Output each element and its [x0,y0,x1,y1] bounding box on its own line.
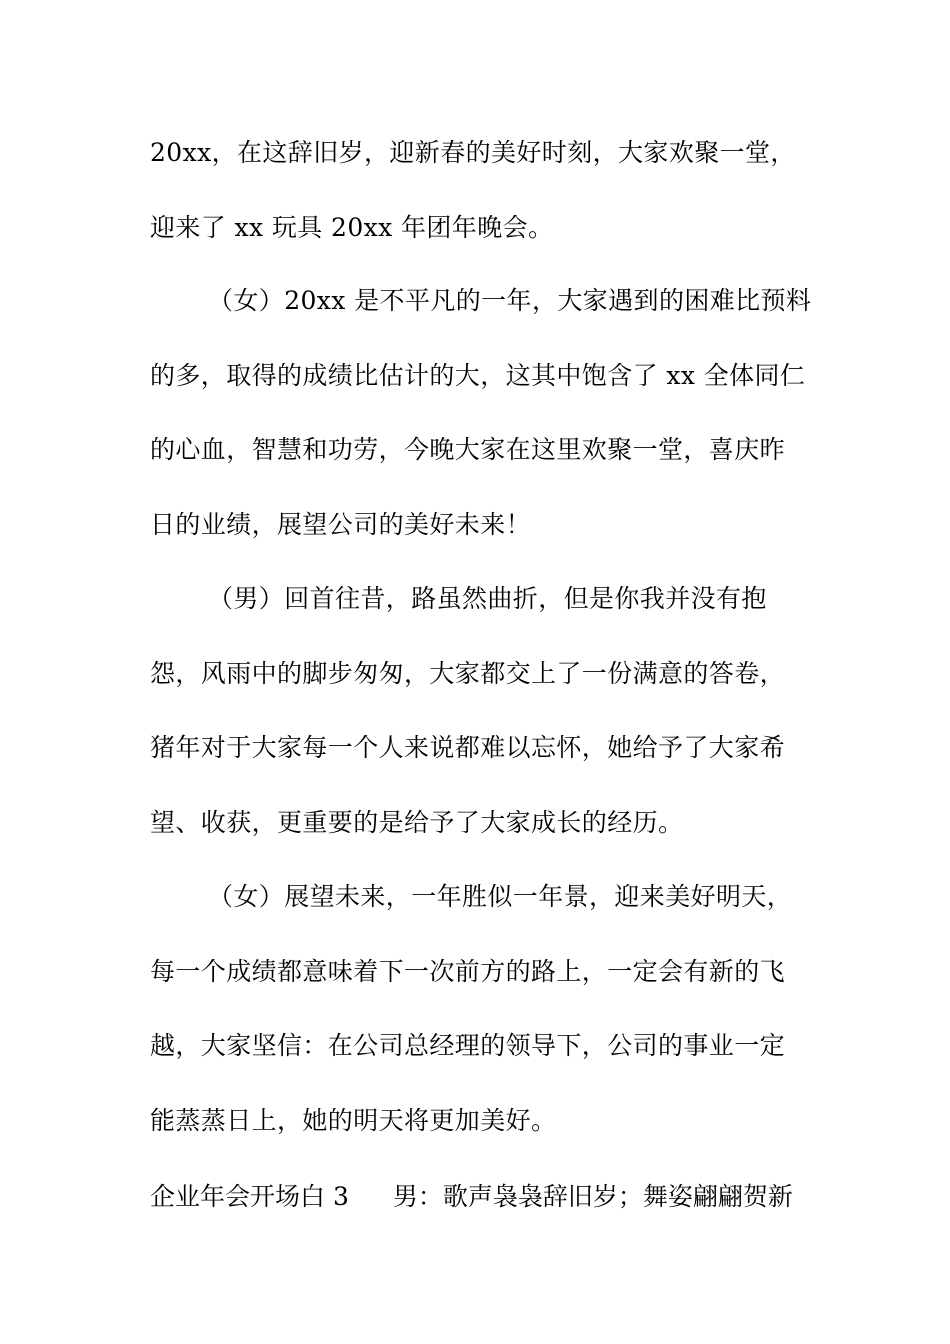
section-heading-line [150,1182,793,1212]
paragraph-line: 的多，取得的成绩比估计的大，这其中饱含了 xx 全体同仁 [150,361,806,390]
paragraph-line: 猪年对于大家每一个人来说都难以忘怀，她给予了大家希 [150,733,786,762]
paragraph-line: 怨，风雨中的脚步匆匆，大家都交上了一份满意的答卷， [150,659,786,688]
paragraph-line: 20xx，在这辞旧岁，迎新春的美好时刻，大家欢聚一堂， [150,138,796,167]
paragraph-line: （女）展望未来，一年胜似一年景，迎来美好明天， [208,882,793,911]
section-heading: 企业年会开场白 3 [150,1182,349,1211]
paragraph-line: 能蒸蒸日上，她的明天将更加美好。 [150,1106,557,1135]
paragraph-line: （女）20xx 是不平凡的一年，大家遇到的困难比预料 [208,286,812,315]
paragraph-line: 每一个成绩都意味着下一次前方的路上，一定会有新的飞 [150,957,786,986]
paragraph-line: 望、收获，更重要的是给予了大家成长的经历。 [150,808,684,837]
section-first-line: 男：歌声袅袅辞旧岁；舞姿翩翩贺新 [392,1182,793,1211]
paragraph-line: 越，大家坚信：在公司总经理的领导下，公司的事业一定 [150,1031,786,1060]
paragraph-line: （男）回首往昔，路虽然曲折，但是你我并没有抱 [208,584,767,613]
paragraph-line: 迎来了 xx 玩具 20xx 年团年晚会。 [150,213,554,242]
paragraph-line: 日的业绩，展望公司的美好未来！ [150,510,532,539]
paragraph-line: 的心血，智慧和功劳，今晚大家在这里欢聚一堂，喜庆昨 [150,435,786,464]
